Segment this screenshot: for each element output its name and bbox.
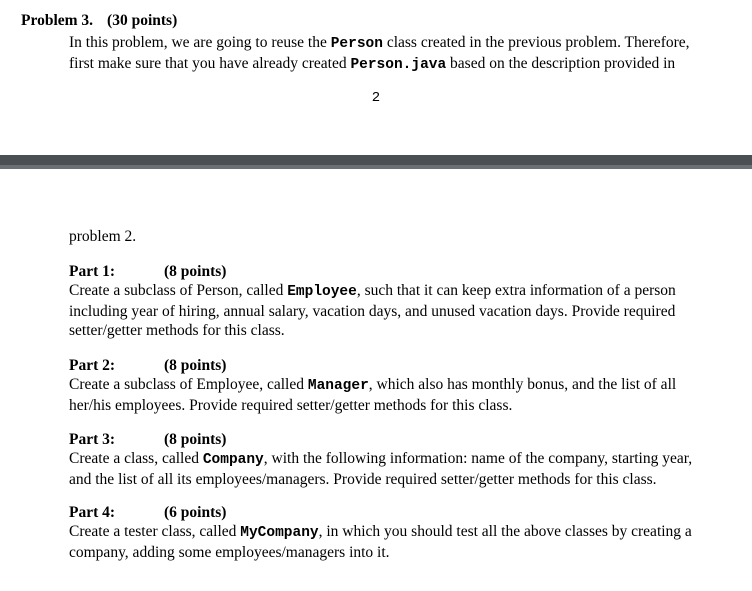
problem-intro xyxy=(69,33,729,75)
part-points: (6 points) xyxy=(164,504,227,521)
part-text: , such that it can keep extra information of a person xyxy=(356,282,676,299)
part-line: and the list of all its employees/managers. Provide required setter/getter methods for this class. xyxy=(69,471,657,488)
problem-label: Problem 3. xyxy=(21,12,94,29)
intro-line xyxy=(69,33,729,54)
part-heading xyxy=(69,430,729,449)
part-text: Create a subclass of Person, called xyxy=(69,282,288,299)
part-heading xyxy=(69,356,729,375)
part-line: setter/getter methods for this class. xyxy=(69,322,285,339)
part-label: Part 1: xyxy=(69,263,116,280)
part-text: , which also has monthly bonus, and the list of all xyxy=(368,376,677,393)
part-text: Create a tester class, called xyxy=(69,523,241,540)
part-line xyxy=(69,522,729,543)
problem-heading xyxy=(21,12,177,30)
part-heading xyxy=(69,262,729,281)
part-line xyxy=(69,449,729,470)
part-points: (8 points) xyxy=(164,263,227,280)
continuation-text: problem 2. xyxy=(69,228,137,245)
document-page-top xyxy=(0,0,752,155)
inline-code: Employee xyxy=(287,284,357,300)
inline-code: MyCompany xyxy=(240,525,319,541)
part-text: , in which you should test all the above classes by creating a xyxy=(318,523,692,540)
part-heading xyxy=(69,503,729,522)
part-2-section xyxy=(69,356,729,415)
part-text: , with the following information: name of the company, starting year, xyxy=(263,450,693,467)
intro-text: based on the description provided in xyxy=(446,55,676,72)
page-break-divider xyxy=(0,155,752,169)
inline-code: Manager xyxy=(307,378,369,394)
problem-points: (30 points) xyxy=(107,12,178,29)
part-line: company, adding some employees/managers into it. xyxy=(69,544,390,561)
part-3-section xyxy=(69,430,729,489)
part-line: her/his employees. Provide required setter/getter methods for this class. xyxy=(69,397,513,414)
document-page-bottom xyxy=(0,169,752,591)
part-label: Part 4: xyxy=(69,504,116,521)
part-line xyxy=(69,281,729,302)
part-line xyxy=(69,375,729,396)
intro-text: first make sure that you have already created xyxy=(69,55,351,72)
part-text: Create a subclass of Employee, called xyxy=(69,376,308,393)
part-label: Part 3: xyxy=(69,431,116,448)
intro-text: In this problem, we are going to reuse the xyxy=(69,34,331,51)
page-number: 2 xyxy=(371,90,381,106)
intro-text: class created in the previous problem. Therefore, xyxy=(382,34,690,51)
part-label: Part 2: xyxy=(69,357,116,374)
part-line: including year of hiring, annual salary, vacation days, and unused vacation days. Provide required xyxy=(69,303,676,320)
inline-code: Company xyxy=(202,452,264,468)
part-points: (8 points) xyxy=(164,357,227,374)
inline-code: Person xyxy=(330,36,383,52)
part-4-section xyxy=(69,503,729,562)
part-1-section xyxy=(69,262,729,340)
inline-code: Person.java xyxy=(350,57,447,73)
part-points: (8 points) xyxy=(164,431,227,448)
intro-line xyxy=(69,54,729,75)
part-text: Create a class, called xyxy=(69,450,203,467)
